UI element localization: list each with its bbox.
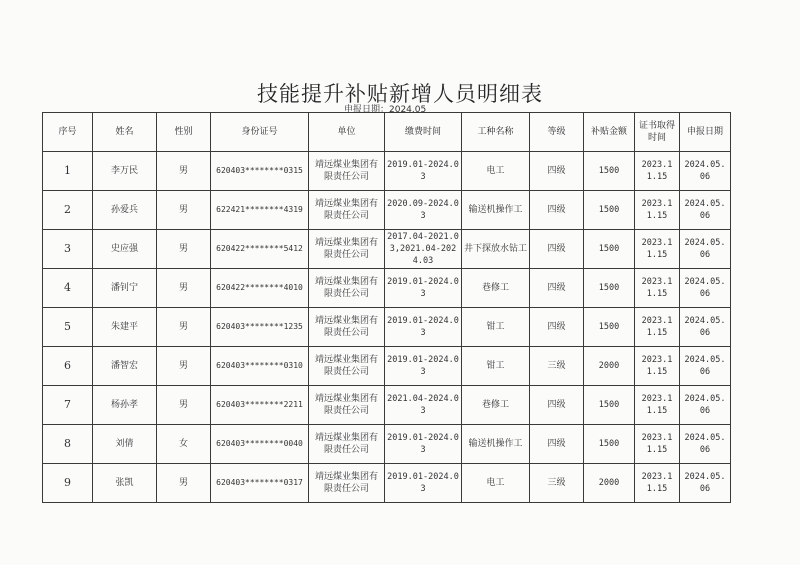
cell-seq: 4	[43, 269, 93, 308]
cell-level: 四级	[530, 386, 584, 425]
cell-unit: 靖远煤业集团有限责任公司	[309, 425, 385, 464]
cell-job-type: 电工	[462, 152, 530, 191]
cell-id-number: 620403********0315	[211, 152, 309, 191]
cell-cert-date: 2023.11.15	[635, 386, 680, 425]
cell-sex: 女	[157, 425, 211, 464]
cell-job-type: 巷修工	[462, 386, 530, 425]
cell-amount: 1500	[584, 191, 635, 230]
cell-job-type: 钳工	[462, 347, 530, 386]
cell-name: 史应强	[93, 230, 157, 269]
cell-amount: 2000	[584, 347, 635, 386]
cell-id-number: 620422********5412	[211, 230, 309, 269]
cell-id-number: 620403********0317	[211, 464, 309, 503]
cell-apply-date: 2024.05.06	[680, 269, 731, 308]
cell-job-type: 输送机操作工	[462, 191, 530, 230]
cell-name: 李万民	[93, 152, 157, 191]
cell-level: 四级	[530, 308, 584, 347]
cell-unit: 靖远煤业集团有限责任公司	[309, 347, 385, 386]
cell-id-number: 620403********1235	[211, 308, 309, 347]
header-cert-date: 证书取得时间	[635, 113, 680, 152]
cell-apply-date: 2024.05.06	[680, 152, 731, 191]
cell-level: 四级	[530, 425, 584, 464]
cell-id-number: 622421********4319	[211, 191, 309, 230]
header-apply-date: 申报日期	[680, 113, 731, 152]
cell-level: 三级	[530, 347, 584, 386]
cell-amount: 1500	[584, 425, 635, 464]
cell-name: 张凯	[93, 464, 157, 503]
cell-name: 朱建平	[93, 308, 157, 347]
cell-seq: 8	[43, 425, 93, 464]
header-name: 姓名	[93, 113, 157, 152]
cell-cert-date: 2023.11.15	[635, 308, 680, 347]
document-title: 技能提升补贴新增人员明细表	[257, 82, 543, 106]
header-sex: 性别	[157, 113, 211, 152]
cell-sex: 男	[157, 386, 211, 425]
header-id-number: 身份证号	[211, 113, 309, 152]
table-row	[43, 464, 731, 503]
cell-job-type: 井下探放水钻工	[462, 230, 530, 269]
cell-unit: 靖远煤业集团有限责任公司	[309, 308, 385, 347]
cell-amount: 2000	[584, 464, 635, 503]
table-body	[43, 152, 731, 503]
cell-period: 2019.01-2024.03	[385, 269, 462, 308]
cell-id-number: 620403********0040	[211, 425, 309, 464]
table-row	[43, 269, 731, 308]
cell-id-number: 620422********4010	[211, 269, 309, 308]
cell-job-type: 巷修工	[462, 269, 530, 308]
cell-apply-date: 2024.05.06	[680, 386, 731, 425]
header-amount: 补贴金额	[584, 113, 635, 152]
cell-unit: 靖远煤业集团有限责任公司	[309, 152, 385, 191]
cell-unit: 靖远煤业集团有限责任公司	[309, 386, 385, 425]
cell-seq: 6	[43, 347, 93, 386]
cell-unit: 靖远煤业集团有限责任公司	[309, 269, 385, 308]
cell-cert-date: 2023.11.15	[635, 230, 680, 269]
cell-period: 2019.01-2024.03	[385, 347, 462, 386]
cell-period: 2019.01-2024.03	[385, 425, 462, 464]
cell-unit: 靖远煤业集团有限责任公司	[309, 191, 385, 230]
cell-sex: 男	[157, 464, 211, 503]
cell-seq: 7	[43, 386, 93, 425]
table-row	[43, 230, 731, 269]
table-row	[43, 425, 731, 464]
cell-apply-date: 2024.05.06	[680, 425, 731, 464]
cell-seq: 5	[43, 308, 93, 347]
cell-id-number: 620403********2211	[211, 386, 309, 425]
cell-job-type: 输送机操作工	[462, 425, 530, 464]
cell-cert-date: 2023.11.15	[635, 464, 680, 503]
cell-name: 潘智宏	[93, 347, 157, 386]
table-row	[43, 386, 731, 425]
cell-cert-date: 2023.11.15	[635, 269, 680, 308]
cell-apply-date: 2024.05.06	[680, 308, 731, 347]
table-row	[43, 191, 731, 230]
table-row	[43, 152, 731, 191]
cell-level: 四级	[530, 269, 584, 308]
cell-amount: 1500	[584, 269, 635, 308]
cell-seq: 9	[43, 464, 93, 503]
cell-cert-date: 2023.11.15	[635, 152, 680, 191]
header-job-type: 工种名称	[462, 113, 530, 152]
cell-period: 2019.01-2024.03	[385, 152, 462, 191]
cell-seq: 3	[43, 230, 93, 269]
header-level: 等级	[530, 113, 584, 152]
cell-sex: 男	[157, 230, 211, 269]
cell-period: 2019.01-2024.03	[385, 308, 462, 347]
cell-amount: 1500	[584, 230, 635, 269]
cell-level: 四级	[530, 230, 584, 269]
header-seq: 序号	[43, 113, 93, 152]
cell-seq: 1	[43, 152, 93, 191]
cell-name: 孙爱兵	[93, 191, 157, 230]
report-date: 申报日期：2024.05	[344, 105, 427, 115]
cell-amount: 1500	[584, 152, 635, 191]
cell-name: 刘倩	[93, 425, 157, 464]
cell-job-type: 钳工	[462, 308, 530, 347]
cell-sex: 男	[157, 191, 211, 230]
table-row	[43, 308, 731, 347]
cell-level: 四级	[530, 152, 584, 191]
cell-period: 2019.01-2024.03	[385, 464, 462, 503]
cell-id-number: 620403********0310	[211, 347, 309, 386]
header-unit: 单位	[309, 113, 385, 152]
cell-seq: 2	[43, 191, 93, 230]
cell-cert-date: 2023.11.15	[635, 191, 680, 230]
cell-sex: 男	[157, 308, 211, 347]
cell-sex: 男	[157, 347, 211, 386]
cell-period: 2020.09-2024.03	[385, 191, 462, 230]
cell-apply-date: 2024.05.06	[680, 464, 731, 503]
cell-job-type: 电工	[462, 464, 530, 503]
cell-name: 潘钊宁	[93, 269, 157, 308]
cell-cert-date: 2023.11.15	[635, 425, 680, 464]
cell-amount: 1500	[584, 308, 635, 347]
cell-unit: 靖远煤业集团有限责任公司	[309, 464, 385, 503]
cell-sex: 男	[157, 152, 211, 191]
cell-level: 三级	[530, 464, 584, 503]
cell-period: 2017.04-2021.03,2021.04-2024.03	[385, 230, 462, 269]
cell-apply-date: 2024.05.06	[680, 191, 731, 230]
table-header-row	[43, 113, 731, 152]
cell-name: 杨孙孝	[93, 386, 157, 425]
cell-period: 2021.04-2024.03	[385, 386, 462, 425]
cell-apply-date: 2024.05.06	[680, 347, 731, 386]
cell-sex: 男	[157, 269, 211, 308]
table-row	[43, 347, 731, 386]
cell-apply-date: 2024.05.06	[680, 230, 731, 269]
cell-cert-date: 2023.11.15	[635, 347, 680, 386]
personnel-detail-table	[42, 112, 731, 503]
header-period: 缴费时间	[385, 113, 462, 152]
cell-level: 四级	[530, 191, 584, 230]
cell-amount: 1500	[584, 386, 635, 425]
cell-unit: 靖远煤业集团有限责任公司	[309, 230, 385, 269]
